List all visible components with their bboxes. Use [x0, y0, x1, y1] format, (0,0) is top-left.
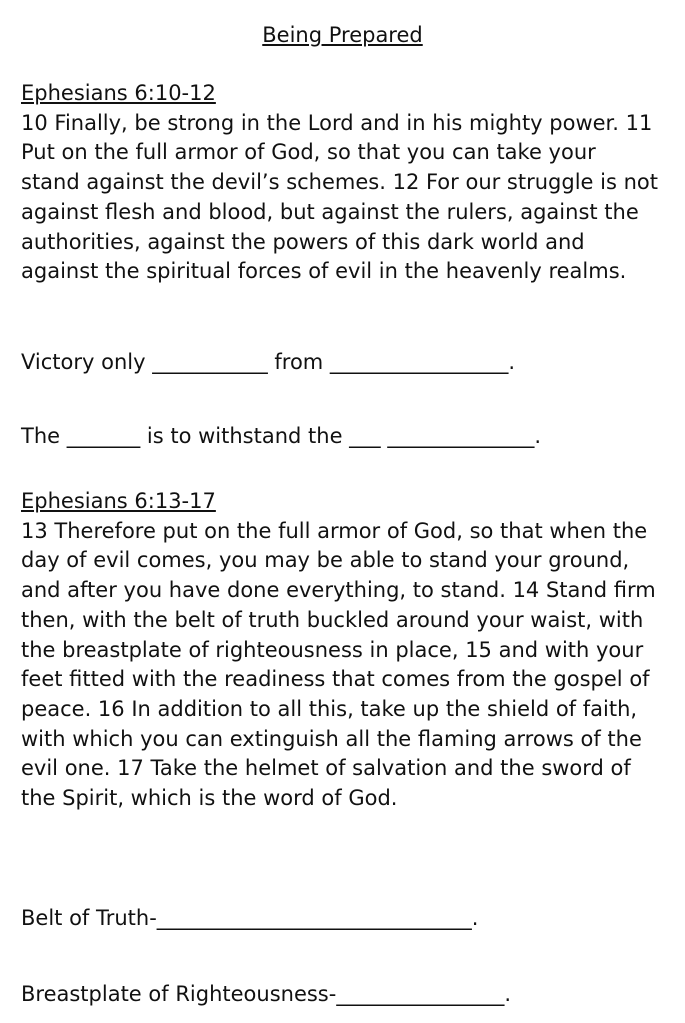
fill-in-belt-of-truth: Belt of Truth-______________________________.: [21, 906, 479, 930]
fill-in-withstand: The _______ is to withstand the ___ ______________.: [21, 424, 542, 448]
scripture-section-1: [21, 79, 661, 287]
scripture-passage-1: 10 Finally, be strong in the Lord and in his mighty power. 11 Put on the full armor of God, so that you can take your stand against the devil’s schemes. 12 For our struggle is not against flesh and blood, but against the rulers, against the authorities, against the powers of this dark world and against the spiritual forces of evil in the heavenly realms.: [21, 110, 658, 284]
scripture-passage-2: 13 Therefore put on the full armor of God, so that when the day of evil comes, you may be able to stand your ground, and after you have done everything, to stand. 14 Stand firm then, with the belt of truth buckled around your waist, with the breastplate of righteousness in place, 15 and with your feet fitted with the readiness that comes from the gospel of peace. 16 In addition to all this, take up the shield of faith, with which you can extinguish all the flaming arrows of the evil one. 17 Take the helmet of salvation and the sword of the Spirit, which is the word of God.: [21, 518, 656, 811]
scripture-section-2: [21, 487, 661, 814]
fill-in-victory: Victory only ___________ from _________________.: [21, 350, 516, 374]
fill-in-breastplate: Breastplate of Righteousness-________________.: [21, 982, 512, 1006]
scripture-reference-1: Ephesians 6:10-12: [21, 81, 216, 105]
scripture-reference-2: Ephesians 6:13-17: [21, 489, 216, 513]
page-title: Being Prepared: [262, 23, 423, 47]
